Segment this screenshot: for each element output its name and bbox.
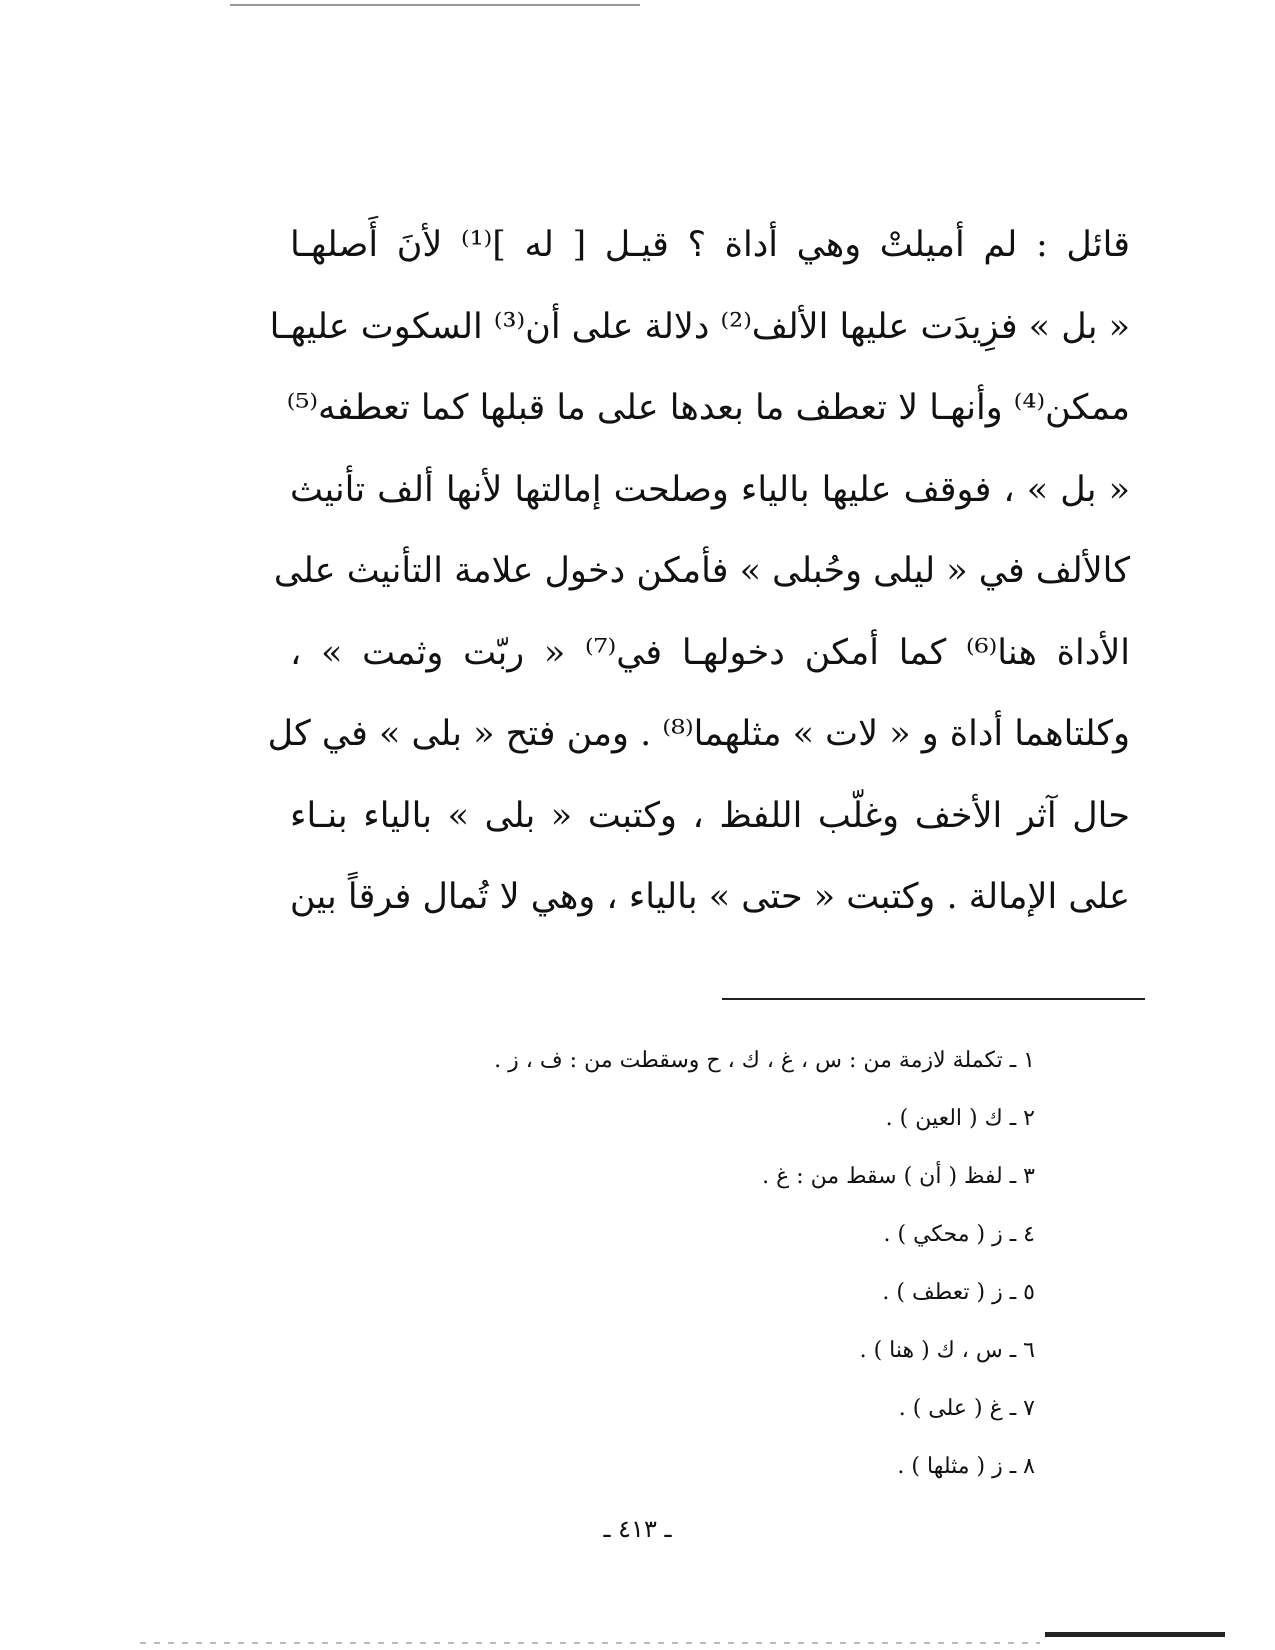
footnote: ١ ـ تكملة لازمة من : س ، غ ، ك ، ح وسقطت من : ف ، ز . xyxy=(494,1048,1035,1073)
footnote: ٢ ـ ك ( العين ) . xyxy=(885,1106,1035,1131)
footnote: ٤ ـ ز ( محكي ) . xyxy=(883,1222,1035,1247)
text-line: « بل » ، فوقف عليها بالياء وصلحت إمالتها لأنها ألف تأنيث xyxy=(290,469,1130,510)
text-line: وكلتاهما أداة و « لات » مثلهما⁽⁸⁾ . ومن فتح « بلى » في كل xyxy=(267,714,1130,754)
footnote-separator xyxy=(722,998,1145,1000)
footnote: ٣ ـ لفظ ( أن ) سقط من : غ . xyxy=(762,1164,1035,1189)
page-body xyxy=(267,205,1131,939)
text-line: الأداة هنا⁽⁶⁾ كما أمكن دخولهـا في⁽⁷⁾ « ربّت وثمت » ، xyxy=(290,632,1131,673)
footnote: ٦ ـ س ، ك ( هنا ) . xyxy=(859,1338,1035,1363)
text-line: قائل : لم أميلتْ وهي أداة ؟ قيـل [ له ]⁽¹⁾ لأنَ أَصلهـا xyxy=(290,225,1130,265)
text-line: حال آثر الأخف وغلّب اللفظ ، وكتبت « بلى » بالياء بنـاء xyxy=(290,795,1130,836)
page-number: ـ ٤١٣ ـ xyxy=(603,1515,672,1543)
text-line: على الإمالة . وكتبت « حتى » بالياء ، وهي لا تُمال فرقاً بين xyxy=(289,877,1130,917)
scan-artifact-bottom xyxy=(1045,1632,1225,1637)
footnotes-list xyxy=(494,1032,1035,1496)
text-line: ممكن⁽⁴⁾ وأنهـا لا تعطف ما بعدها على ما قبلها كما تعطفه⁽⁵⁾ xyxy=(286,388,1130,428)
main-text xyxy=(267,205,1131,939)
text-line: « بل » فزِيدَت عليها الألف⁽²⁾ دلالة على أن⁽³⁾ السكوت عليهـا xyxy=(269,306,1130,347)
text-line: كالألف في « ليلى وحُبلى » فأمكن دخول علامة التأنيث على xyxy=(273,551,1130,591)
footnote: ٨ ـ ز ( مثلها ) . xyxy=(897,1454,1035,1479)
footnote: ٥ ـ ز ( تعطف ) . xyxy=(882,1280,1035,1305)
footnote: ٧ ـ غ ( على ) . xyxy=(898,1396,1035,1421)
scan-artifact-top xyxy=(230,4,640,6)
scan-artifact-dots xyxy=(140,1642,1040,1644)
